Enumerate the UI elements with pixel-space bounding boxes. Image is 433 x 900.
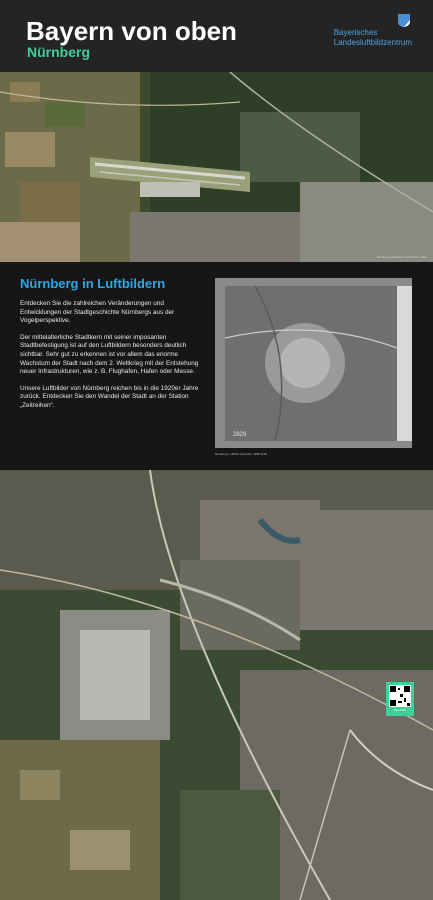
page-title: Bayern von oben — [26, 16, 237, 46]
info-panel — [0, 262, 433, 470]
page-subtitle: Nürnberg — [27, 44, 90, 60]
bavarian-crest-icon — [396, 12, 412, 28]
historic-photo-credit: Nürnberg, Luftbild Kopuoltu, 1928 6/18 — [215, 452, 267, 456]
qr-code[interactable] — [386, 682, 414, 716]
panel-title: Nürnberg in Luftbildern — [20, 276, 166, 291]
aerial-photo-airport — [0, 72, 433, 262]
top-photo-credit: Nürnberg, Digitales Orthophoto, 2021 — [377, 255, 427, 259]
historic-aerial-photo — [215, 278, 412, 448]
brand-line-1: Bayerisches — [333, 28, 378, 37]
header — [0, 0, 433, 72]
aerial-photo-city — [0, 470, 433, 900]
panel-paragraph-3: Unsere Luftbilder von Nürnberg reichen bis in die 1920er Jahre zurück. Entdecken Sie den Wandel der Stadt an der Station „Zeitreihen“. — [20, 384, 199, 409]
panel-paragraph-1: Entdecken Sie die zahlreichen Veränderungen und Entwicklungen der Stadtgeschichte Nürnbergs aus der Vogelperspektive. — [20, 300, 175, 325]
panel-paragraph-2: Der mittelalterliche Stadtkern mit seiner imposanten Stadtbefestigung ist auf den Luftbildern besonders deutlich sichtbar. Sehr gut zu erkennen ist vor allem das enorme Wachstum der Stadt nach dem 2. Weltkrieg mit der Entstehung neuer Infrastrukturen, wie z. B. Flughafen, Hafen oder Messe. — [20, 333, 199, 376]
historic-photo-number: 2829 — [233, 432, 247, 438]
qr-code-icon — [389, 685, 411, 707]
brand-label — [334, 28, 412, 48]
brand-line-2: Landesluftbildzentrum — [333, 38, 412, 47]
qr-label: Infos online — [393, 709, 407, 712]
panel-body — [20, 300, 200, 419]
